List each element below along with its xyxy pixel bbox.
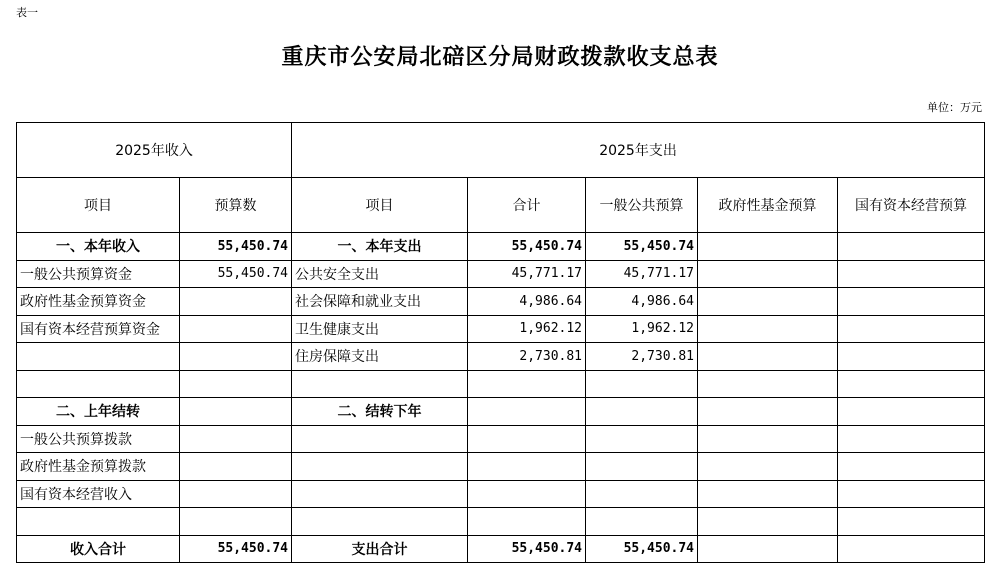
cell-gov-fund-budget bbox=[698, 398, 838, 426]
cell-expense-item: 住房保障支出 bbox=[292, 343, 468, 371]
cell-total: 1,962.12 bbox=[468, 315, 586, 343]
cell-income-item: 一般公共预算资金 bbox=[17, 260, 180, 288]
cell-income-budget bbox=[180, 453, 292, 481]
page-title: 重庆市公安局北碚区分局财政拨款收支总表 bbox=[281, 44, 719, 70]
table-row bbox=[17, 343, 985, 371]
cell-expense-item: 一、本年支出 bbox=[292, 233, 468, 261]
cell-state-capital-budget bbox=[838, 343, 985, 371]
table-row bbox=[17, 453, 985, 481]
cell-general-budget bbox=[586, 480, 698, 508]
cell-general-budget bbox=[586, 370, 698, 398]
cell-income-item bbox=[17, 370, 180, 398]
cell-total: 2,730.81 bbox=[468, 343, 586, 371]
cell-state-capital-budget bbox=[838, 453, 985, 481]
col-income-budget: 预算数 bbox=[180, 178, 292, 233]
cell-state-capital-budget bbox=[838, 315, 985, 343]
cell-expense-item bbox=[292, 453, 468, 481]
cell-gov-fund-budget bbox=[698, 343, 838, 371]
cell-general-budget bbox=[586, 398, 698, 426]
cell-income-item bbox=[17, 508, 180, 536]
cell-state-capital-budget bbox=[838, 508, 985, 536]
cell-income-budget bbox=[180, 288, 292, 316]
cell-income-item: 一般公共预算拨款 bbox=[17, 425, 180, 453]
cell-state-capital-budget bbox=[838, 480, 985, 508]
cell-total: 45,771.17 bbox=[468, 260, 586, 288]
cell-income-budget bbox=[180, 480, 292, 508]
cell-total bbox=[468, 453, 586, 481]
cell-gov-fund-budget bbox=[698, 315, 838, 343]
cell-total bbox=[468, 508, 586, 536]
cell-general-budget: 4,986.64 bbox=[586, 288, 698, 316]
budget-table bbox=[16, 122, 985, 563]
cell-income-budget bbox=[180, 343, 292, 371]
cell-gov-fund-budget bbox=[698, 260, 838, 288]
cell-general-budget: 2,730.81 bbox=[586, 343, 698, 371]
table-row bbox=[17, 480, 985, 508]
cell-income-item: 政府性基金预算拨款 bbox=[17, 453, 180, 481]
cell-expense-item: 卫生健康支出 bbox=[292, 315, 468, 343]
table-row bbox=[17, 260, 985, 288]
unit-label: 单位：万元 bbox=[927, 101, 982, 114]
cell-general-budget: 55,450.74 bbox=[586, 535, 698, 563]
cell-income-item: 收入合计 bbox=[17, 535, 180, 563]
cell-total bbox=[468, 398, 586, 426]
cell-expense-item: 公共安全支出 bbox=[292, 260, 468, 288]
header-row-group bbox=[17, 123, 985, 178]
cell-gov-fund-budget bbox=[698, 453, 838, 481]
cell-expense-item bbox=[292, 425, 468, 453]
cell-income-budget bbox=[180, 425, 292, 453]
cell-gov-fund-budget bbox=[698, 425, 838, 453]
cell-state-capital-budget bbox=[838, 260, 985, 288]
cell-total: 55,450.74 bbox=[468, 535, 586, 563]
cell-state-capital-budget bbox=[838, 233, 985, 261]
header-row-columns bbox=[17, 178, 985, 233]
cell-income-item: 二、上年结转 bbox=[17, 398, 180, 426]
cell-expense-item: 支出合计 bbox=[292, 535, 468, 563]
cell-income-budget bbox=[180, 508, 292, 536]
cell-gov-fund-budget bbox=[698, 370, 838, 398]
cell-state-capital-budget bbox=[838, 398, 985, 426]
table-tag: 表一 bbox=[16, 6, 38, 19]
table-row bbox=[17, 288, 985, 316]
cell-general-budget: 55,450.74 bbox=[586, 233, 698, 261]
col-income-item: 项目 bbox=[17, 178, 180, 233]
cell-gov-fund-budget bbox=[698, 233, 838, 261]
table-row bbox=[17, 535, 985, 563]
cell-total: 4,986.64 bbox=[468, 288, 586, 316]
cell-expense-item bbox=[292, 370, 468, 398]
cell-state-capital-budget bbox=[838, 370, 985, 398]
cell-expense-item: 社会保障和就业支出 bbox=[292, 288, 468, 316]
cell-income-budget bbox=[180, 398, 292, 426]
cell-expense-item: 二、结转下年 bbox=[292, 398, 468, 426]
cell-total bbox=[468, 425, 586, 453]
cell-general-budget bbox=[586, 508, 698, 536]
cell-gov-fund-budget bbox=[698, 480, 838, 508]
cell-gov-fund-budget bbox=[698, 288, 838, 316]
expense-group-header: 2025年支出 bbox=[292, 123, 985, 178]
col-expense-item: 项目 bbox=[292, 178, 468, 233]
cell-income-budget: 55,450.74 bbox=[180, 260, 292, 288]
table-row bbox=[17, 315, 985, 343]
cell-state-capital-budget bbox=[838, 288, 985, 316]
cell-income-item bbox=[17, 343, 180, 371]
col-state-capital-budget: 国有资本经营预算 bbox=[838, 178, 985, 233]
cell-income-item: 国有资本经营收入 bbox=[17, 480, 180, 508]
table-row bbox=[17, 398, 985, 426]
table-row bbox=[17, 508, 985, 536]
cell-income-item: 国有资本经营预算资金 bbox=[17, 315, 180, 343]
cell-general-budget: 1,962.12 bbox=[586, 315, 698, 343]
table-row bbox=[17, 425, 985, 453]
cell-total bbox=[468, 370, 586, 398]
cell-state-capital-budget bbox=[838, 425, 985, 453]
cell-income-budget bbox=[180, 370, 292, 398]
col-gov-fund-budget: 政府性基金预算 bbox=[698, 178, 838, 233]
cell-gov-fund-budget bbox=[698, 508, 838, 536]
cell-income-item: 政府性基金预算资金 bbox=[17, 288, 180, 316]
col-general-budget: 一般公共预算 bbox=[586, 178, 698, 233]
cell-expense-item bbox=[292, 508, 468, 536]
income-group-header: 2025年收入 bbox=[17, 123, 292, 178]
cell-expense-item bbox=[292, 480, 468, 508]
cell-gov-fund-budget bbox=[698, 535, 838, 563]
cell-general-budget bbox=[586, 425, 698, 453]
cell-income-budget bbox=[180, 315, 292, 343]
col-total: 合计 bbox=[468, 178, 586, 233]
cell-income-budget: 55,450.74 bbox=[180, 233, 292, 261]
table-row bbox=[17, 233, 985, 261]
cell-income-budget: 55,450.74 bbox=[180, 535, 292, 563]
cell-total bbox=[468, 480, 586, 508]
cell-total: 55,450.74 bbox=[468, 233, 586, 261]
cell-state-capital-budget bbox=[838, 535, 985, 563]
cell-general-budget: 45,771.17 bbox=[586, 260, 698, 288]
cell-general-budget bbox=[586, 453, 698, 481]
cell-income-item: 一、本年收入 bbox=[17, 233, 180, 261]
table-row bbox=[17, 370, 985, 398]
